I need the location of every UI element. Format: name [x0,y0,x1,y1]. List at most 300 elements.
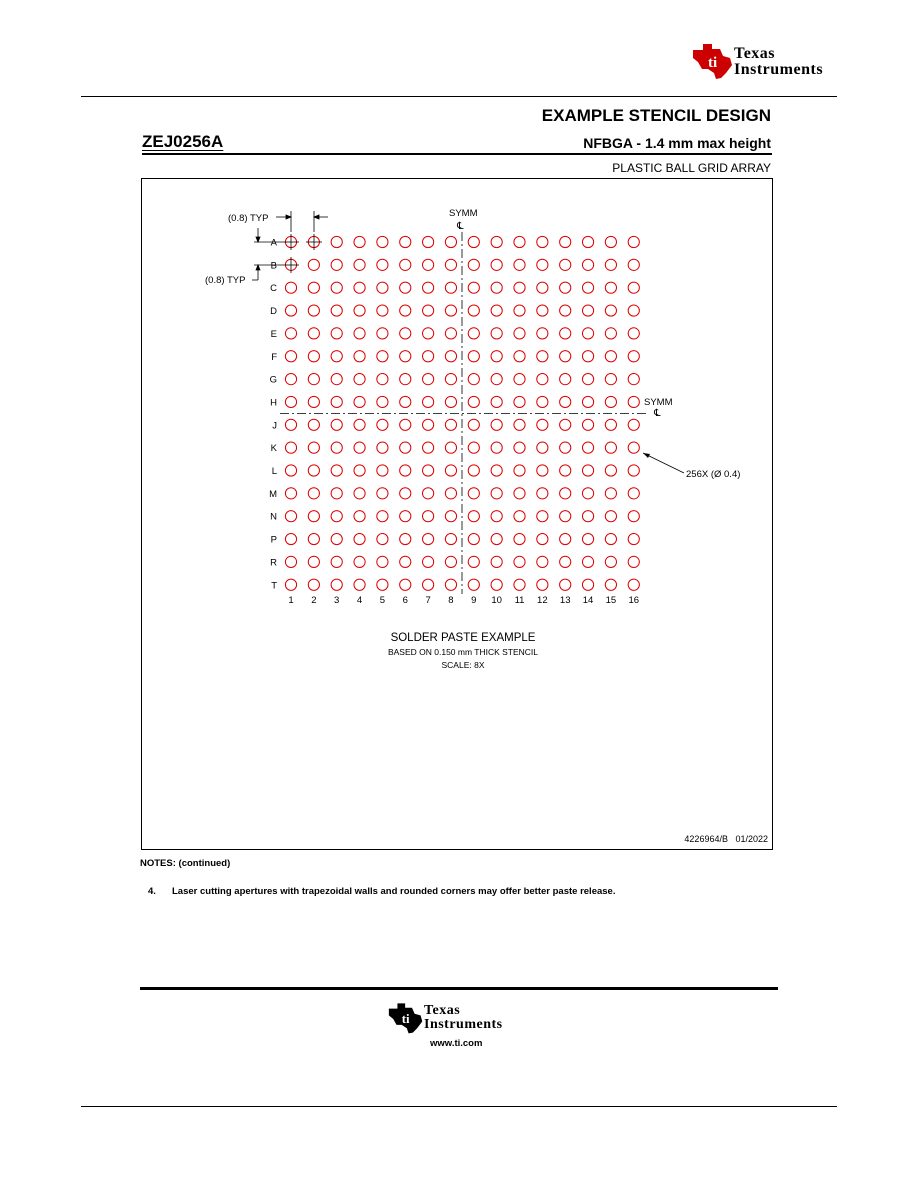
pad-R1 [285,556,296,567]
pad-C3 [331,282,342,293]
pad-H3 [331,396,342,407]
package-type: PLASTIC BALL GRID ARRAY [612,161,771,175]
pad-H11 [514,396,525,407]
pad-T1 [285,579,296,590]
doc-title: EXAMPLE STENCIL DESIGN [541,106,771,125]
pad-D2 [308,305,319,316]
pad-M2 [308,488,319,499]
pad-M11 [514,488,525,499]
pad-E16 [628,328,639,339]
pad-P9 [468,533,479,544]
pad-G10 [491,374,502,385]
pad-R7 [423,556,434,567]
pad-F6 [400,351,411,362]
ti-logo-line2: Instruments [734,61,824,78]
column-label-16: 16 [628,595,640,606]
column-label-3: 3 [334,595,340,606]
pad-L5 [377,465,388,476]
pad-L12 [537,465,548,476]
pad-K12 [537,442,548,453]
pad-N16 [628,511,639,522]
pad-H8 [445,396,456,407]
pad-R15 [605,556,616,567]
pad-N5 [377,511,388,522]
column-label-9: 9 [471,595,477,606]
pad-callout-label: 256X (Ø 0.4) [686,469,741,480]
pad-E7 [423,328,434,339]
pad-P12 [537,533,548,544]
bottom-rule [81,1106,837,1107]
pad-callout-arrow [643,453,650,458]
pad-J11 [514,419,525,430]
pad-J1 [285,419,296,430]
pad-N3 [331,511,342,522]
pad-J10 [491,419,502,430]
pad-F5 [377,351,388,362]
pad-R6 [400,556,411,567]
pad-K16 [628,442,639,453]
pad-D14 [582,305,593,316]
pad-A10 [491,236,502,247]
pad-L7 [423,465,434,476]
pad-T5 [377,579,388,590]
pad-R10 [491,556,502,567]
pad-G7 [423,374,434,385]
row-label-A: A [270,237,277,249]
pad-A7 [423,236,434,247]
pad-T8 [445,579,456,590]
pad-P8 [445,533,456,544]
pad-J6 [400,419,411,430]
pad-K3 [331,442,342,453]
notes-heading: NOTES: (continued) [140,858,231,869]
pad-T6 [400,579,411,590]
drawing-number: 4226964/B 01/2022 [684,834,768,844]
row-label-R: R [270,557,277,569]
pad-L13 [560,465,571,476]
pad-P14 [582,533,593,544]
pad-C7 [423,282,434,293]
pad-T14 [582,579,593,590]
pad-L1 [285,465,296,476]
pad-B10 [491,259,502,270]
pad-K1 [285,442,296,453]
pad-C15 [605,282,616,293]
pad-N11 [514,511,525,522]
pad-E1 [285,328,296,339]
pad-callout-leader [643,453,684,473]
column-label-1: 1 [288,595,294,606]
pad-P15 [605,533,616,544]
pad-K13 [560,442,571,453]
pad-B3 [331,259,342,270]
ti-logo-line1: Texas [734,45,776,62]
pad-J14 [582,419,593,430]
pad-P2 [308,533,319,544]
pad-A12 [537,236,548,247]
pad-G12 [537,374,548,385]
column-label-10: 10 [491,595,502,606]
row-label-L: L [271,466,277,477]
pad-D10 [491,305,502,316]
pad-H5 [377,396,388,407]
pad-M13 [560,488,571,499]
pad-F8 [445,351,456,362]
pad-H16 [628,396,639,407]
row-label-D: D [270,306,277,318]
pad-J5 [377,419,388,430]
pad-N7 [423,511,434,522]
row-labels [269,238,278,592]
pad-P11 [514,533,525,544]
pad-K2 [308,442,319,453]
pad-crosshairs [283,234,322,273]
footer-rule [140,987,778,990]
pad-G15 [605,374,616,385]
pad-P10 [491,533,502,544]
pad-T9 [468,579,479,590]
pad-A11 [514,236,525,247]
pitch-x-dimension [276,211,328,232]
pad-B8 [445,259,456,270]
symm-label-top: SYMM [449,208,478,219]
pad-D7 [423,305,434,316]
pad-M10 [491,488,502,499]
pad-T3 [331,579,342,590]
pad-E12 [537,328,548,339]
pad-F3 [331,351,342,362]
column-label-11: 11 [514,595,525,606]
note-4-text: Laser cutting apertures with trapezoidal walls and rounded corners may offer better paste release. [172,886,616,897]
column-label-8: 8 [448,595,454,606]
pad-C12 [537,282,548,293]
pad-G16 [628,374,639,385]
pad-D9 [468,305,479,316]
ti-logo-bottom-line1: Texas [424,1003,461,1018]
row-label-E: E [270,328,277,340]
row-label-K: K [270,443,277,455]
pad-L4 [354,465,365,476]
pad-A13 [560,236,571,247]
column-label-14: 14 [582,595,594,606]
pad-A14 [582,236,593,247]
pad-A5 [377,236,388,247]
pad-T16 [628,579,639,590]
pad-J13 [560,419,571,430]
pad-N8 [445,511,456,522]
pad-H13 [560,396,571,407]
footer-url[interactable]: www.ti.com [430,1038,483,1049]
pad-J3 [331,419,342,430]
centerline-symbol-right: ℄ [654,408,661,419]
column-label-5: 5 [379,595,386,606]
pad-K6 [400,442,411,453]
pad-H14 [582,396,593,407]
pad-G1 [285,374,296,385]
column-label-13: 13 [559,595,571,606]
pad-M5 [377,488,388,499]
pad-H4 [354,396,365,407]
pad-G11 [514,374,525,385]
ti-logo-bottom-line2: Instruments [424,1017,503,1032]
pad-B13 [560,259,571,270]
pad-P13 [560,533,571,544]
pad-A3 [331,236,342,247]
pad-K14 [582,442,593,453]
pad-E14 [582,328,593,339]
pad-D3 [331,305,342,316]
row-label-T: T [271,580,277,592]
pad-G4 [354,374,365,385]
pad-D6 [400,305,411,316]
row-label-F: F [271,351,277,363]
pad-B9 [468,259,479,270]
pad-N9 [468,511,479,522]
pad-E5 [377,328,388,339]
pad-F9 [468,351,479,362]
pad-L10 [491,465,502,476]
pad-M14 [582,488,593,499]
pad-C6 [400,282,411,293]
column-label-15: 15 [605,595,617,606]
pad-K4 [354,442,365,453]
pad-F4 [354,351,365,362]
pad-K11 [514,442,525,453]
pad-D16 [628,305,639,316]
pad-R5 [377,556,388,567]
symm-label-right: SYMM [644,397,673,408]
pad-K8 [445,442,456,453]
pad-T13 [560,579,571,590]
pad-D12 [537,305,548,316]
pad-N6 [400,511,411,522]
pad-M12 [537,488,548,499]
pad-G14 [582,374,593,385]
pad-D8 [445,305,456,316]
pad-G6 [400,374,411,385]
pad-R16 [628,556,639,567]
pad-R13 [560,556,571,567]
pad-K10 [491,442,502,453]
pitch-y-dimension [252,228,283,280]
pad-F15 [605,351,616,362]
pad-E4 [354,328,365,339]
pad-B16 [628,259,639,270]
pad-F13 [560,351,571,362]
pad-M3 [331,488,342,499]
pad-A15 [605,236,616,247]
pad-C2 [308,282,319,293]
column-label-2: 2 [311,595,317,606]
pad-A9 [468,236,479,247]
pad-B11 [514,259,525,270]
pad-C16 [628,282,639,293]
pad-T15 [605,579,616,590]
pad-R4 [354,556,365,567]
pad-P16 [628,533,639,544]
pad-L8 [445,465,456,476]
pad-L6 [400,465,411,476]
pad-P7 [423,533,434,544]
pad-F11 [514,351,525,362]
pad-F2 [308,351,319,362]
column-label-4: 4 [356,595,363,606]
pad-B5 [377,259,388,270]
row-label-H: H [270,397,277,409]
pad-B7 [423,259,434,270]
pad-L16 [628,465,639,476]
pad-D4 [354,305,365,316]
pad-J12 [537,419,548,430]
pad-E10 [491,328,502,339]
pad-C1 [285,282,296,293]
pad-B14 [582,259,593,270]
pad-T10 [491,579,502,590]
column-label-6: 6 [402,595,408,606]
pad-H7 [423,396,434,407]
column-label-12: 12 [537,595,548,606]
pad-L9 [468,465,479,476]
pad-D13 [560,305,571,316]
pad-B6 [400,259,411,270]
pad-J2 [308,419,319,430]
pad-J7 [423,419,434,430]
pad-H10 [491,396,502,407]
pad-F16 [628,351,639,362]
pad-E13 [560,328,571,339]
pad-F10 [491,351,502,362]
pad-E15 [605,328,616,339]
pad-P3 [331,533,342,544]
pad-C4 [354,282,365,293]
pad-R14 [582,556,593,567]
row-label-B: B [270,260,277,272]
pad-C11 [514,282,525,293]
package-id: ZEJ0256A [142,132,224,151]
pad-H1 [285,396,296,407]
pad-C8 [445,282,456,293]
row-label-M: M [269,488,277,500]
pad-M7 [423,488,434,499]
pad-J4 [354,419,365,430]
pad-A16 [628,236,639,247]
pad-H12 [537,396,548,407]
pad-L11 [514,465,525,476]
pad-P6 [400,533,411,544]
pad-C10 [491,282,502,293]
row-label-P: P [270,534,277,546]
pad-M6 [400,488,411,499]
pad-H2 [308,396,319,407]
pad-C9 [468,282,479,293]
pad-D5 [377,305,388,316]
pad-H6 [400,396,411,407]
pad-M1 [285,488,296,499]
pad-M15 [605,488,616,499]
pad-R8 [445,556,456,567]
pad-G13 [560,374,571,385]
pad-J9 [468,419,479,430]
pad-T2 [308,579,319,590]
pad-M4 [354,488,365,499]
pad-C14 [582,282,593,293]
pad-T4 [354,579,365,590]
pitch-y-label: (0.8) TYP [205,275,246,286]
pad-J8 [445,419,456,430]
pad-C13 [560,282,571,293]
caption-title: SOLDER PASTE EXAMPLE [390,632,536,644]
row-label-J: J [272,420,277,432]
pad-D11 [514,305,525,316]
pad-N13 [560,511,571,522]
centerline-symbol-top: ℄ [457,221,464,232]
pad-G3 [331,374,342,385]
pad-N10 [491,511,502,522]
pad-R2 [308,556,319,567]
pad-G8 [445,374,456,385]
ti-state-logo-icon [386,1000,426,1036]
pad-N4 [354,511,365,522]
pad-P1 [285,533,296,544]
pad-F14 [582,351,593,362]
pad-F12 [537,351,548,362]
pad-L3 [331,465,342,476]
pad-R12 [537,556,548,567]
pad-L15 [605,465,616,476]
pad-M16 [628,488,639,499]
svg-text:ti: ti [708,55,718,71]
column-label-7: 7 [425,595,431,606]
pad-E3 [331,328,342,339]
pad-A4 [354,236,365,247]
pad-A8 [445,236,456,247]
pad-B12 [537,259,548,270]
pad-E8 [445,328,456,339]
pad-E6 [400,328,411,339]
column-labels [288,595,639,606]
pad-H9 [468,396,479,407]
pad-K9 [468,442,479,453]
pad-F1 [285,351,296,362]
pad-C5 [377,282,388,293]
row-label-C: C [270,283,277,295]
pad-L2 [308,465,319,476]
pad-R3 [331,556,342,567]
pad-B4 [354,259,365,270]
pad-L14 [582,465,593,476]
pad-N15 [605,511,616,522]
pad-M9 [468,488,479,499]
pad-K7 [423,442,434,453]
row-label-N: N [270,511,277,523]
pad-K5 [377,442,388,453]
caption-line2: BASED ON 0.150 mm THICK STENCIL [387,647,539,657]
pad-N1 [285,511,296,522]
pad-N12 [537,511,548,522]
pad-A6 [400,236,411,247]
caption-line3: SCALE: 8X [441,660,485,670]
pad-N2 [308,511,319,522]
pad-R11 [514,556,525,567]
pad-J16 [628,419,639,430]
pad-T7 [423,579,434,590]
pad-F7 [423,351,434,362]
pad-K15 [605,442,616,453]
pad-M8 [445,488,456,499]
pad-G9 [468,374,479,385]
pad-E11 [514,328,525,339]
pad-B2 [308,259,319,270]
